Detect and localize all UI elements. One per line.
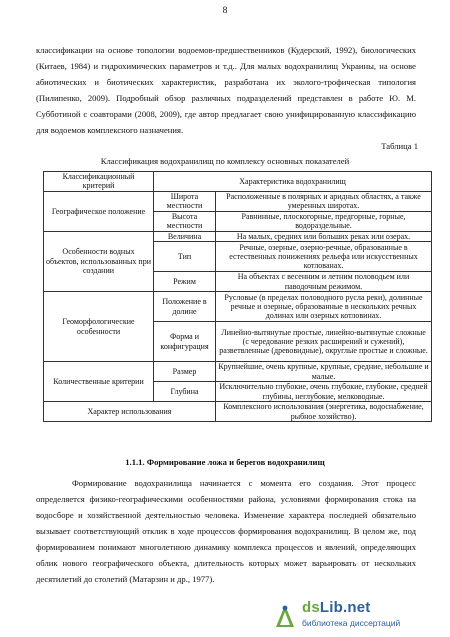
sub-criterion: Высота местности — [154, 211, 216, 231]
sub-criterion: Форма и конфигурация — [154, 322, 216, 362]
characteristic-cell: Расположенные в полярных и аридных областях, а также умеренных широтах. — [216, 191, 432, 211]
group-name: Количественные критерии — [44, 362, 154, 402]
dslib-logo-icon — [272, 603, 298, 629]
group-name: Географическое положение — [44, 191, 154, 231]
table-row — [44, 362, 432, 382]
intro-paragraph: классификации на основе топологии водоемов-предшественников (Кудерский, 1992), биологических (Китаев, 1984) и гидрохимических параметров и т.д.. Для малых водохранилищ Украины, на основе абиотических и биотических характеристик, разработана их эколого-трофическая типология (Пилипенко, 2009). Подробный обзор различных подразделений представлен в работе Ю. М. Субботиной с соавторами (2008, 2009), где автор предлагает свою унифицированную классификацию для водоемов комплексного назначения. — [36, 45, 416, 135]
watermark-subtitle: библиотека диссертаций — [302, 618, 401, 628]
characteristic-cell: Речные, озерные, озерно-речные, образованные в естественных понижениях рельефа или искусственных котлованах. — [216, 242, 432, 272]
characteristic-cell: Линейно-вытянутые простые, линейно-вытянутые сложные (с чередование резких расширений и сужений), разветвленные (древовидные), округлые простые и сложные. — [216, 322, 432, 362]
watermark-site — [302, 599, 370, 616]
classification-table — [43, 171, 432, 422]
sub-criterion: Тип — [154, 242, 216, 272]
table-footer-row — [44, 402, 432, 422]
table-row — [44, 292, 432, 322]
characteristic-cell: Русловые (в пределах половодного русла реки), долинные речные и озерные, образованные в нескольких речных долинах или озерных котловинах. — [216, 292, 432, 322]
footer-characteristic: Комплексного использования (энергетика, водоснабжение, рыбное хозяйство). — [216, 402, 432, 422]
sub-criterion: Величина — [154, 231, 216, 241]
sub-criterion: Глубина — [154, 382, 216, 402]
header-characteristic: Характеристика водохранилищ — [154, 172, 432, 192]
characteristic-cell: На объектах с весенним и летним половодьем или паводочным режимом. — [216, 272, 432, 292]
page-number: 8 — [222, 6, 228, 16]
body-paragraph: Формирование водохранилища начинается с момента его создания. Этот процесс определяется физико-географическими особенностями района, условиями формирования стока на водосборе и хозяйственной деятельностью человека. Изменение характера последней обязательно вызывает соответствующий отклик в ходе процессов формирования водохранилищ. В целом же, под формированием понимают многолетнюю динамику комплекса процессов и явлений, определяющих облик нового географического объекта, длительность которых может варьировать от нескольких десятилетий до столетий (Матарзин и др., 1977). — [36, 478, 416, 584]
dslib-watermark[interactable] — [272, 599, 442, 633]
sub-criterion: Режим — [154, 272, 216, 292]
table-label: Таблица 1 — [381, 141, 418, 151]
group-name: Геоморфологические особенности — [44, 292, 154, 362]
characteristic-cell: Равнинные, плоскогорные, предгорные, горные, водораздельные. — [216, 211, 432, 231]
characteristic-cell: Крупнейшие, очень крупные, крупные, средние, небольшие и малые. — [216, 362, 432, 382]
section-heading: 1.1.1. Формирование ложа и берегов водохранилищ — [125, 457, 325, 467]
watermark-site-suffix: Lib.net — [319, 599, 371, 616]
header-criterion: Классификационный критерий — [44, 172, 154, 192]
table-row — [44, 191, 432, 211]
sub-criterion: Положение в долине — [154, 292, 216, 322]
sub-criterion: Размер — [154, 362, 216, 382]
table-row — [44, 231, 432, 241]
characteristic-cell: Исключительно глубокие, очень глубокие, глубокие, средней глубины, неглубокие, мелководные. — [216, 382, 432, 402]
footer-criterion: Характер использования — [44, 402, 216, 422]
group-name: Особенности водных объектов, использованных при создании — [44, 231, 154, 291]
sub-criterion: Широта местности — [154, 191, 216, 211]
watermark-site-prefix: ds — [302, 599, 320, 616]
table-title: Классификация водохранилищ по комплексу основных показателей — [100, 156, 350, 166]
characteristic-cell: На малых, средних или больших реках или озерах. — [216, 231, 432, 241]
table-header-row — [44, 172, 432, 192]
